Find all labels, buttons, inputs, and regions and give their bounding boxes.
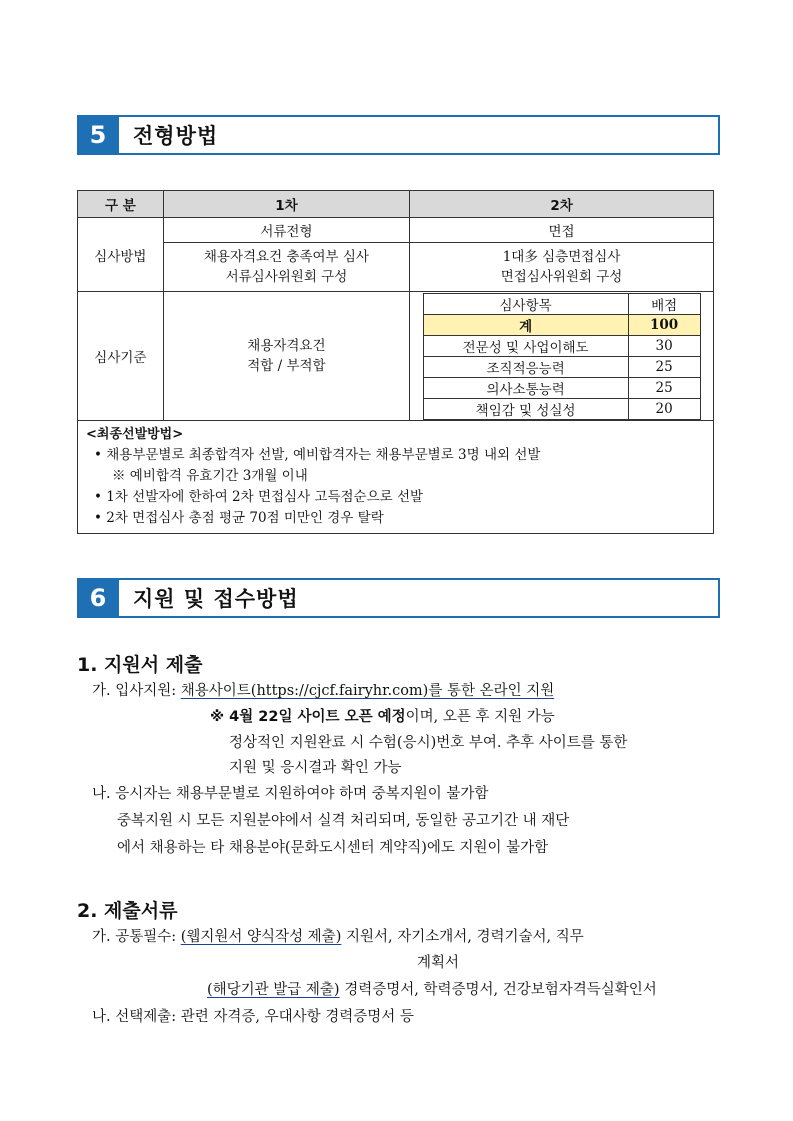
first-round-criteria [163, 292, 409, 421]
optional-docs-line: 나. 선택제출: 관련 자격증, 우대사항 경력증명서 등 [92, 1009, 414, 1025]
web-form-note: (웹지원서 양식작성 제출) [180, 929, 342, 945]
table-row [78, 292, 714, 421]
required-prefix: 가. 공통필수: [92, 929, 181, 945]
second-round-detail [410, 243, 714, 292]
note-line: 정상적인 지원완료 시 수험(응시)번호 부여. 추후 사이트를 통한 [229, 735, 628, 751]
score-points: 30 [628, 335, 700, 356]
header-category: 구 분 [78, 191, 164, 218]
duplicate-rule-line: 에서 채용하는 타 채용분야(문화도시센터 계약직)에도 지원이 불가함 [117, 840, 549, 856]
first-round-detail [163, 243, 409, 292]
first-round-type: 서류전형 [163, 218, 409, 243]
issued-docs-line [207, 980, 657, 1000]
section-6-header [77, 578, 720, 618]
score-points-header: 배점 [628, 293, 700, 314]
row-label-method: 심사방법 [78, 218, 164, 292]
score-row [423, 398, 700, 419]
table-row [78, 243, 714, 292]
detail-line: 서류심사위원회 구성 [225, 269, 348, 285]
required-docs-line [92, 927, 584, 947]
detail-line: 면접심사위원회 구성 [500, 269, 623, 285]
score-total-value: 100 [628, 314, 700, 335]
issued-docs-note: (해당기관 발급 제출) [207, 982, 340, 998]
final-selection-title: <최종선발방법> [86, 427, 184, 442]
score-item: 전문성 및 사업이해도 [423, 335, 628, 356]
site-open-date: ※ 4월 22일 사이트 오픈 예정 [210, 709, 406, 725]
second-round-type: 면접 [410, 218, 714, 243]
subsection-title: 2. 제출서류 [77, 900, 178, 922]
final-selection-line: • 2차 면접심사 총점 평균 70점 미만인 경우 탈락 [94, 510, 384, 526]
table-header-row [78, 191, 714, 218]
second-round-criteria [410, 292, 714, 421]
final-selection-note: ※ 예비합격 유효기간 3개월 이내 [112, 468, 308, 484]
detail-line: 1대多 심층면접심사 [502, 249, 621, 265]
final-selection-line: • 1차 선발자에 한하여 2차 면접심사 고득점순으로 선발 [94, 489, 424, 505]
score-row [423, 356, 700, 377]
required-docs-list: 지원서, 자기소개서, 경력기술서, 직무 [341, 929, 584, 945]
table-row [78, 421, 714, 534]
score-item-header: 심사항목 [423, 293, 628, 314]
criteria-line: 적합 / 부적합 [247, 358, 326, 374]
section-number: 6 [77, 578, 119, 618]
row-label-criteria: 심사기준 [78, 292, 164, 421]
apply-method-line [92, 681, 554, 701]
header-first: 1차 [163, 191, 409, 218]
score-total-row [423, 314, 700, 335]
score-item: 의사소통능력 [423, 377, 628, 398]
detail-line: 채용자격요건 충족여부 심사 [203, 249, 369, 265]
section-title: 전형방법 [133, 124, 219, 148]
final-selection-cell [78, 421, 714, 534]
duplicate-rule-line: 중복지원 시 모든 지원분야에서 실격 처리되며, 동일한 공고기간 내 재단 [117, 813, 570, 829]
score-item: 책임감 및 성실성 [423, 398, 628, 419]
header-second: 2차 [410, 191, 714, 218]
score-table [423, 293, 701, 420]
score-points: 25 [628, 356, 700, 377]
apply-prefix: 가. 입사지원: [92, 683, 181, 699]
duplicate-rule-line: 나. 응시자는 채용부문별로 지원하여야 하며 중복지원이 불가함 [92, 786, 489, 802]
issued-docs-list: 경력증명서, 학력증명서, 건강보험자격득실확인서 [339, 982, 657, 998]
score-row [423, 377, 700, 398]
score-total-label: 계 [423, 314, 628, 335]
apply-site-link[interactable]: 채용사이트(https://cjcf.fairyhr.com)를 통한 온라인 지원 [180, 683, 555, 699]
required-docs-cont: 계획서 [417, 955, 460, 971]
subsection-title: 1. 지원서 제출 [77, 654, 203, 676]
score-points: 25 [628, 377, 700, 398]
final-selection-line: • 채용부문별로 최종합격자 선발, 예비합격자는 채용부문별로 3명 내외 선발 [94, 447, 541, 463]
score-points: 20 [628, 398, 700, 419]
section-5-header [77, 115, 720, 155]
site-open-note [210, 707, 555, 727]
site-open-rest: 이며, 오픈 후 지원 가능 [405, 709, 555, 725]
note-line: 지원 및 응시결과 확인 가능 [229, 760, 402, 776]
table-row [78, 218, 714, 243]
score-row [423, 335, 700, 356]
score-header-row [423, 293, 700, 314]
criteria-line: 채용자격요건 [247, 338, 326, 354]
score-item: 조직적응능력 [423, 356, 628, 377]
selection-method-table [77, 190, 714, 534]
section-number: 5 [77, 115, 119, 155]
section-title: 지원 및 접수방법 [133, 587, 299, 611]
